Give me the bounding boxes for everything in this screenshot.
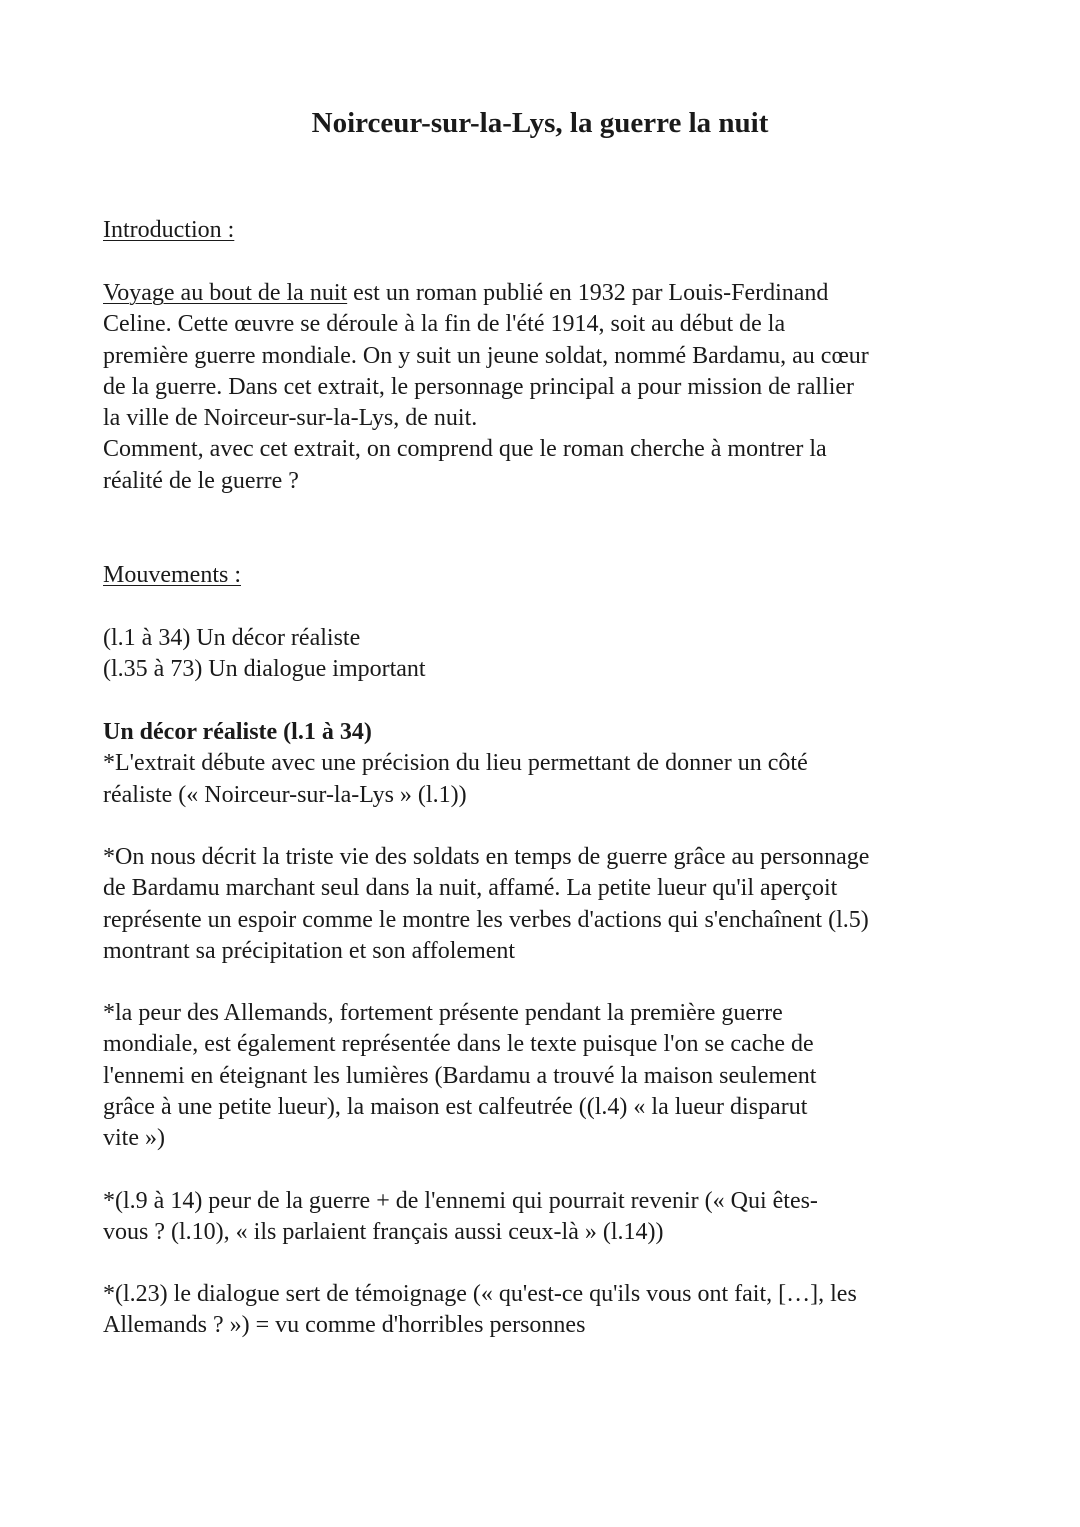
mouvements-heading-text: Mouvements : <box>103 562 241 588</box>
mouvements-heading <box>103 560 983 591</box>
paragraph-fear-germans <box>103 998 983 1154</box>
paragraph-line: *la peur des Allemands, fortement présente pendant la première guerre <box>103 1000 783 1026</box>
paragraph-line: l'ennemi en éteignant les lumières (Bardamu a trouvé la maison seulement <box>103 1062 817 1089</box>
paragraph-line: montrant sa précipitation et son affolement <box>103 937 516 964</box>
paragraph-line: *(l.9 à 14) peur de la guerre + de l'ennemi qui pourrait revenir (« Qui êtes- <box>103 1188 818 1214</box>
paragraph-line: mondiale, est également représentée dans le texte puisque l'on se cache de <box>103 1031 814 1058</box>
introduction-line-rest: est un roman publié en 1932 par Louis-Ferdinand <box>347 280 829 306</box>
paragraph-line: *(l.23) le dialogue sert de témoignage (« qu'est-ce qu'ils vous ont fait, […], les <box>103 1281 857 1307</box>
introduction-line <box>103 278 983 309</box>
paragraph-line: *L'extrait débute avec une précision du lieu permettant de donner un côté <box>103 750 808 777</box>
introduction-line: réalité de le guerre ? <box>103 467 299 494</box>
paragraph-testimony <box>103 1279 983 1342</box>
paragraph-line: représente un espoir comme le montre les verbes d'actions qui s'enchaînent (l.5) <box>103 906 869 933</box>
paragraph-line: vite ») <box>103 1125 165 1152</box>
paragraph-line: Allemands ? ») = vu comme d'horribles personnes <box>103 1312 586 1339</box>
paragraph-line: vous ? (l.10), « ils parlaient français aussi ceux-là » (l.14)) <box>103 1219 664 1246</box>
introduction-line: Comment, avec cet extrait, on comprend que le roman cherche à montrer la <box>103 436 827 463</box>
introduction-paragraph <box>103 278 983 497</box>
paragraph-line: grâce à une petite lueur), la maison est calfeutrée ((l.4) « la lueur disparut <box>103 1093 808 1120</box>
introduction-heading-text: Introduction : <box>103 217 235 243</box>
paragraph-line: de Bardamu marchant seul dans la nuit, affamé. La petite lueur qu'il aperçoit <box>103 875 838 902</box>
mouvement-item: (l.35 à 73) Un dialogue important <box>103 656 426 683</box>
introduction-line: la ville de Noirceur-sur-la-Lys, de nuit. <box>103 405 478 432</box>
paragraph-line: *On nous décrit la triste vie des soldats en temps de guerre grâce au personnage <box>103 844 870 870</box>
section-decor-realiste <box>103 717 983 811</box>
paragraph-soldiers-life <box>103 842 983 967</box>
introduction-line: de la guerre. Dans cet extrait, le personnage principal a pour mission de rallier <box>103 373 855 400</box>
introduction-line: première guerre mondiale. On y suit un jeune soldat, nommé Bardamu, au cœur <box>103 342 869 369</box>
book-title: Voyage au bout de la nuit <box>103 280 348 306</box>
page-title: Noirceur-sur-la-Lys, la guerre la nuit <box>311 107 769 139</box>
introduction-line: Celine. Cette œuvre se déroule à la fin de l'été 1914, soit au début de la <box>103 311 786 338</box>
section-heading: Un décor réaliste (l.1 à 34) <box>103 719 372 745</box>
paragraph-fear-war <box>103 1186 983 1249</box>
paragraph-line: réaliste (« Noirceur-sur-la-Lys » (l.1)) <box>103 781 467 808</box>
introduction-heading <box>103 215 983 246</box>
mouvement-item: (l.1 à 34) Un décor réaliste <box>103 625 361 651</box>
mouvements-list <box>103 623 983 686</box>
